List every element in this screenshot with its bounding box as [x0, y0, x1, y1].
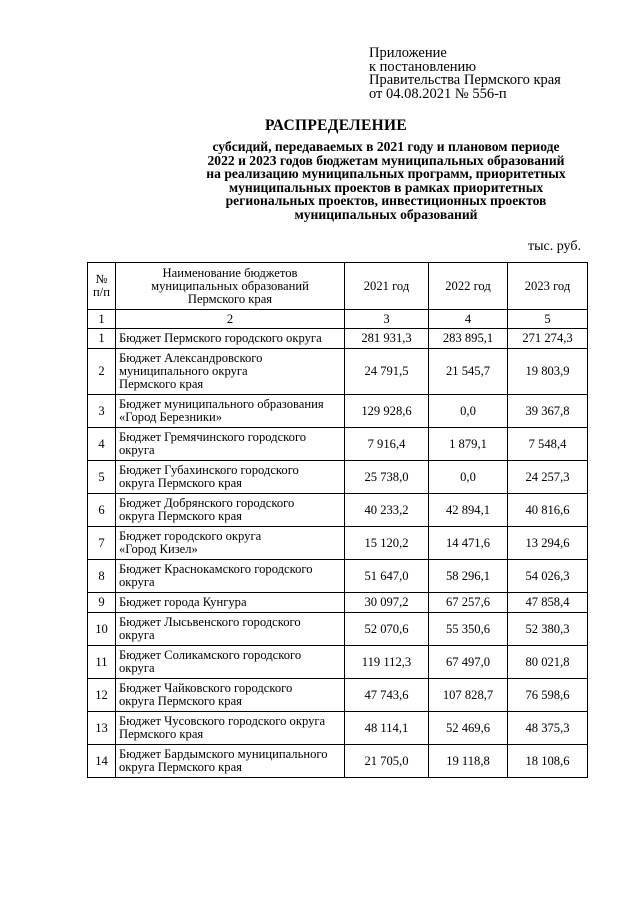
row-number: 4: [88, 428, 116, 461]
appendix-line: от 04.08.2021 № 556-п: [369, 85, 507, 102]
table-row: [88, 646, 588, 679]
table-row: [88, 494, 588, 527]
table-row: [88, 329, 588, 349]
table-row: [88, 593, 588, 613]
table-row: [88, 712, 588, 745]
row-value-2022: 14 471,6: [429, 527, 508, 560]
column-index: 1: [88, 310, 116, 329]
row-budget-name: Бюджет Краснокамского городского округа: [116, 560, 345, 593]
row-value-2022: 0,0: [429, 461, 508, 494]
row-number: 5: [88, 461, 116, 494]
row-value-2021: 40 233,2: [345, 494, 429, 527]
row-value-2023: 19 803,9: [508, 349, 588, 395]
table-row: [88, 560, 588, 593]
row-value-2022: 52 469,6: [429, 712, 508, 745]
table-row: [88, 461, 588, 494]
appendix-line: к постановлению: [369, 58, 477, 75]
row-value-2023: 52 380,3: [508, 613, 588, 646]
table-header-row: [88, 263, 588, 310]
row-budget-name: Бюджет Александровского муниципального округа Пермского края: [116, 349, 345, 395]
row-value-2021: 281 931,3: [345, 329, 429, 349]
row-number: 12: [88, 679, 116, 712]
row-budget-name: Бюджет городского округа «Город Кизел»: [116, 527, 345, 560]
row-budget-name: Бюджет Лысьвенского городского округа: [116, 613, 345, 646]
appendix-line: Правительства Пермского края: [369, 72, 561, 88]
column-index-row: [88, 310, 588, 329]
column-index: 2: [116, 310, 345, 329]
row-value-2022: 42 894,1: [429, 494, 508, 527]
table-row: [88, 395, 588, 428]
row-number: 3: [88, 395, 116, 428]
row-value-2023: 13 294,6: [508, 527, 588, 560]
row-number: 9: [88, 593, 116, 613]
row-budget-name: Бюджет Соликамского городского округа: [116, 646, 345, 679]
row-value-2021: 119 112,3: [345, 646, 429, 679]
row-budget-name: Бюджет Пермского городского округа: [116, 329, 345, 349]
row-value-2021: 129 928,6: [345, 395, 429, 428]
row-number: 7: [88, 527, 116, 560]
row-number: 13: [88, 712, 116, 745]
header-2023: 2023 год: [508, 263, 588, 310]
header-2021: 2021 год: [345, 263, 429, 310]
header-name: Наименование бюджетов муниципальных образований Пермского края: [116, 263, 345, 310]
row-value-2023: 24 257,3: [508, 461, 588, 494]
header-2022: 2022 год: [429, 263, 508, 310]
table-row: [88, 679, 588, 712]
row-number: 1: [88, 329, 116, 349]
row-budget-name: Бюджет города Кунгура: [116, 593, 345, 613]
row-value-2023: 40 816,6: [508, 494, 588, 527]
row-number: 2: [88, 349, 116, 395]
row-value-2022: 1 879,1: [429, 428, 508, 461]
header-num: № п/п: [88, 263, 116, 310]
row-value-2023: 48 375,3: [508, 712, 588, 745]
row-value-2022: 58 296,1: [429, 560, 508, 593]
row-budget-name: Бюджет Чусовского городского округа Пермского края: [116, 712, 345, 745]
row-value-2023: 80 021,8: [508, 646, 588, 679]
row-value-2021: 7 916,4: [345, 428, 429, 461]
row-value-2022: 107 828,7: [429, 679, 508, 712]
row-value-2021: 25 738,0: [345, 461, 429, 494]
units-label: тыс. руб.: [528, 239, 581, 254]
row-value-2021: 21 705,0: [345, 745, 429, 778]
row-number: 14: [88, 745, 116, 778]
row-value-2022: 55 350,6: [429, 613, 508, 646]
row-value-2021: 24 791,5: [345, 349, 429, 395]
row-budget-name: Бюджет Добрянского городского округа Пермского края: [116, 494, 345, 527]
appendix-block: [369, 47, 561, 101]
document-title: РАСПРЕДЕЛЕНИЕ: [265, 117, 407, 134]
row-value-2023: 271 274,3: [508, 329, 588, 349]
row-value-2022: 19 118,8: [429, 745, 508, 778]
row-value-2023: 47 858,4: [508, 593, 588, 613]
subsidy-table: [87, 262, 588, 778]
row-budget-name: Бюджет Чайковского городского округа Пермского края: [116, 679, 345, 712]
row-value-2022: 21 545,7: [429, 349, 508, 395]
row-budget-name: Бюджет Губахинского городского округа Пермского края: [116, 461, 345, 494]
row-value-2022: 283 895,1: [429, 329, 508, 349]
row-value-2022: 0,0: [429, 395, 508, 428]
row-budget-name: Бюджет Бардымского муниципального округа Пермского края: [116, 745, 345, 778]
row-value-2021: 47 743,6: [345, 679, 429, 712]
row-number: 10: [88, 613, 116, 646]
row-value-2023: 7 548,4: [508, 428, 588, 461]
row-value-2023: 39 367,8: [508, 395, 588, 428]
row-value-2023: 54 026,3: [508, 560, 588, 593]
row-value-2021: 51 647,0: [345, 560, 429, 593]
table-row: [88, 745, 588, 778]
row-value-2021: 15 120,2: [345, 527, 429, 560]
column-index: 4: [429, 310, 508, 329]
row-budget-name: Бюджет муниципального образования «Город Березники»: [116, 395, 345, 428]
row-value-2023: 18 108,6: [508, 745, 588, 778]
table-row: [88, 428, 588, 461]
appendix-line: Приложение: [369, 45, 447, 61]
row-value-2021: 52 070,6: [345, 613, 429, 646]
row-number: 8: [88, 560, 116, 593]
document-subtitle: субсидий, передаваемых в 2021 году и плановом периоде 2022 и 2023 годов бюджетам муниципальных образований на реализацию муниципальных программ, приоритетных муниципальных проектов в рамках приоритетных региональных проектов, инвестиционных проектов муниципальных образований: [206, 139, 566, 222]
table-row: [88, 349, 588, 395]
row-value-2023: 76 598,6: [508, 679, 588, 712]
table-row: [88, 613, 588, 646]
row-number: 11: [88, 646, 116, 679]
table-row: [88, 527, 588, 560]
row-value-2021: 30 097,2: [345, 593, 429, 613]
column-index: 3: [345, 310, 429, 329]
row-value-2022: 67 497,0: [429, 646, 508, 679]
column-index: 5: [508, 310, 588, 329]
row-value-2022: 67 257,6: [429, 593, 508, 613]
row-value-2021: 48 114,1: [345, 712, 429, 745]
row-budget-name: Бюджет Гремячинского городского округа: [116, 428, 345, 461]
row-number: 6: [88, 494, 116, 527]
